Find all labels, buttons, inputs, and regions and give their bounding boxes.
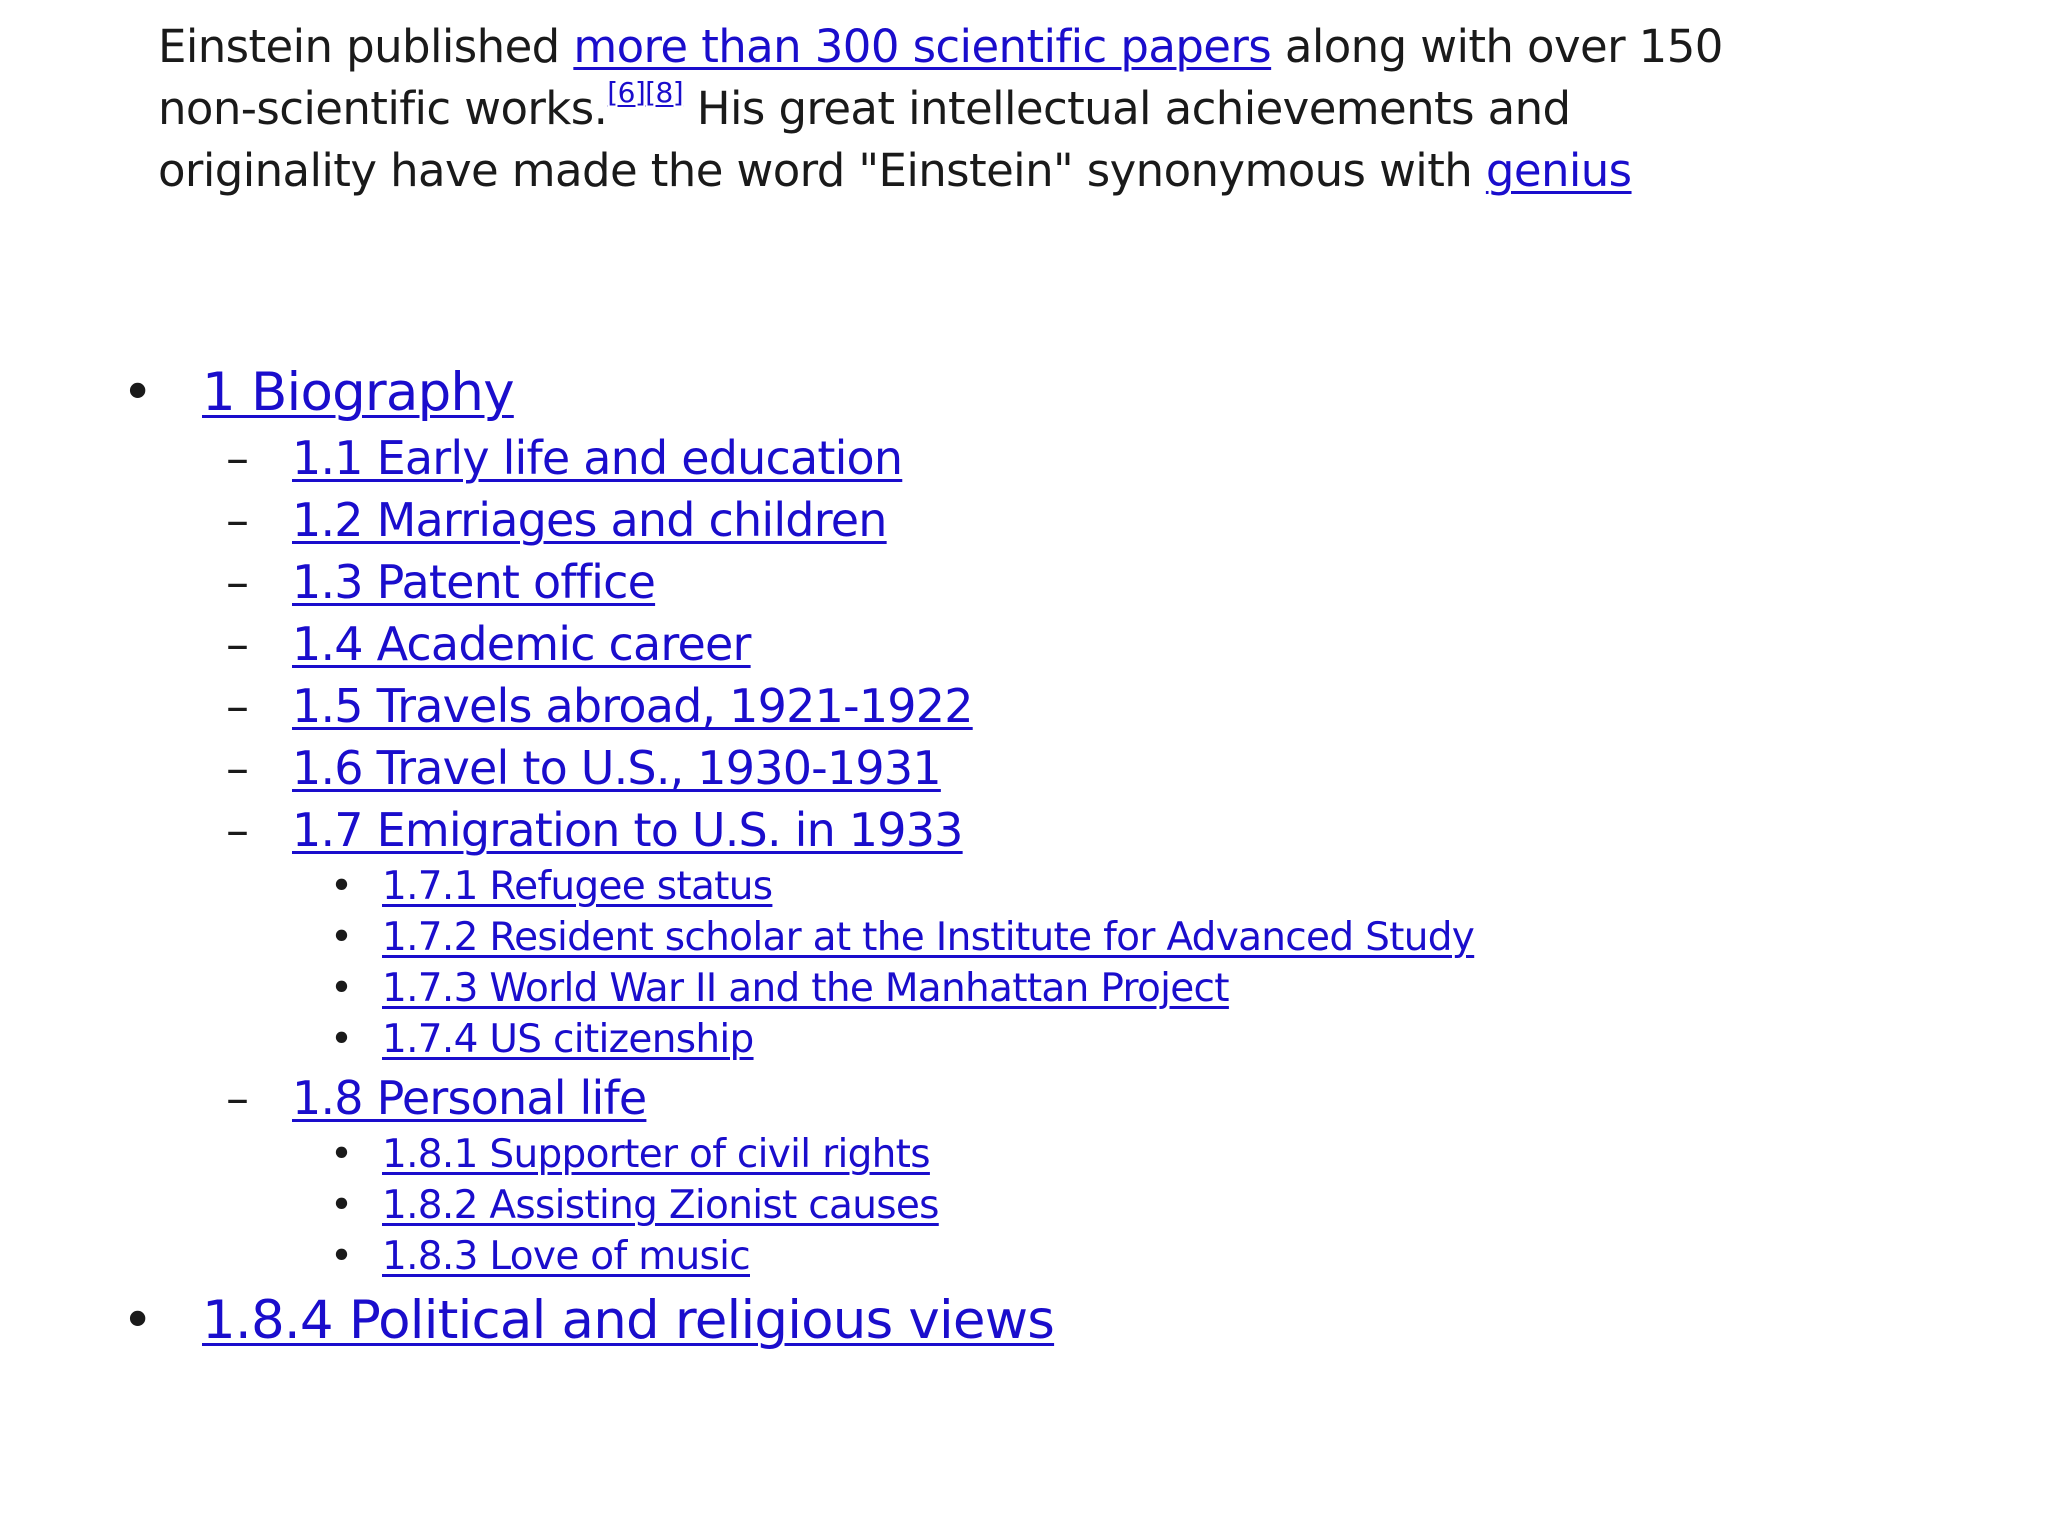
- bullet-marker: •: [330, 864, 353, 909]
- toc-link-travels-abroad[interactable]: 1.5 Travels abroad, 1921-1922: [292, 679, 973, 733]
- toc-link-academic-career[interactable]: 1.4 Academic career: [292, 617, 751, 671]
- scientific-papers-link[interactable]: more than 300 scientific papers: [573, 20, 1272, 73]
- bullet-marker: •: [330, 966, 353, 1011]
- bullet-marker: •: [330, 915, 353, 960]
- bullet-marker: •: [330, 1017, 353, 1062]
- citation-6-link[interactable]: [6]: [607, 76, 646, 109]
- intro-text-start: Einstein published: [158, 20, 574, 73]
- dash-marker: –: [226, 431, 249, 485]
- intro-text-end: His great intellectual achievements and originality have made the word "Einstein" synonymous with: [158, 82, 1571, 197]
- genius-link[interactable]: genius: [1485, 144, 1632, 197]
- toc-link-zionist-causes[interactable]: 1.8.2 Assisting Zionist causes: [382, 1183, 939, 1228]
- dash-marker: –: [226, 617, 249, 671]
- intro-text-middle: along with over 150 non-scientific works.: [158, 20, 1723, 135]
- dash-marker: –: [226, 555, 249, 609]
- toc-link-civil-rights[interactable]: 1.8.1 Supporter of civil rights: [382, 1132, 930, 1177]
- toc-link-early-life[interactable]: 1.1 Early life and education: [292, 431, 903, 485]
- dash-marker: –: [226, 741, 249, 795]
- toc-link-resident-scholar[interactable]: 1.7.2 Resident scholar at the Institute for Advanced Study: [382, 915, 1475, 960]
- toc-link-refugee-status[interactable]: 1.7.1 Refugee status: [382, 864, 773, 909]
- bullet-marker: •: [330, 1183, 353, 1228]
- toc-link-world-war-ii[interactable]: 1.7.3 World War II and the Manhattan Project: [382, 966, 1229, 1011]
- toc-link-emigration[interactable]: 1.7 Emigration to U.S. in 1933: [292, 803, 963, 857]
- toc-link-travel-us[interactable]: 1.6 Travel to U.S., 1930-1931: [292, 741, 941, 795]
- citation-8-link[interactable]: [8]: [645, 76, 684, 109]
- toc-link-love-of-music[interactable]: 1.8.3 Love of music: [382, 1234, 750, 1279]
- bullet-marker: •: [122, 362, 153, 423]
- dash-marker: –: [226, 679, 249, 733]
- bullet-marker: •: [330, 1132, 353, 1177]
- toc-link-political-views[interactable]: 1.8.4 Political and religious views: [202, 1290, 1055, 1351]
- toc-link-personal-life[interactable]: 1.8 Personal life: [292, 1071, 647, 1125]
- toc-link-us-citizenship[interactable]: 1.7.4 US citizenship: [382, 1017, 754, 1062]
- dash-marker: –: [226, 1071, 249, 1125]
- toc-link-marriages[interactable]: 1.2 Marriages and children: [292, 493, 887, 547]
- bullet-marker: •: [330, 1234, 353, 1279]
- dash-marker: –: [226, 803, 249, 857]
- bullet-marker: •: [122, 1290, 153, 1351]
- toc-link-patent-office[interactable]: 1.3 Patent office: [292, 555, 656, 609]
- dash-marker: –: [226, 493, 249, 547]
- toc-link-biography[interactable]: 1 Biography: [202, 362, 514, 423]
